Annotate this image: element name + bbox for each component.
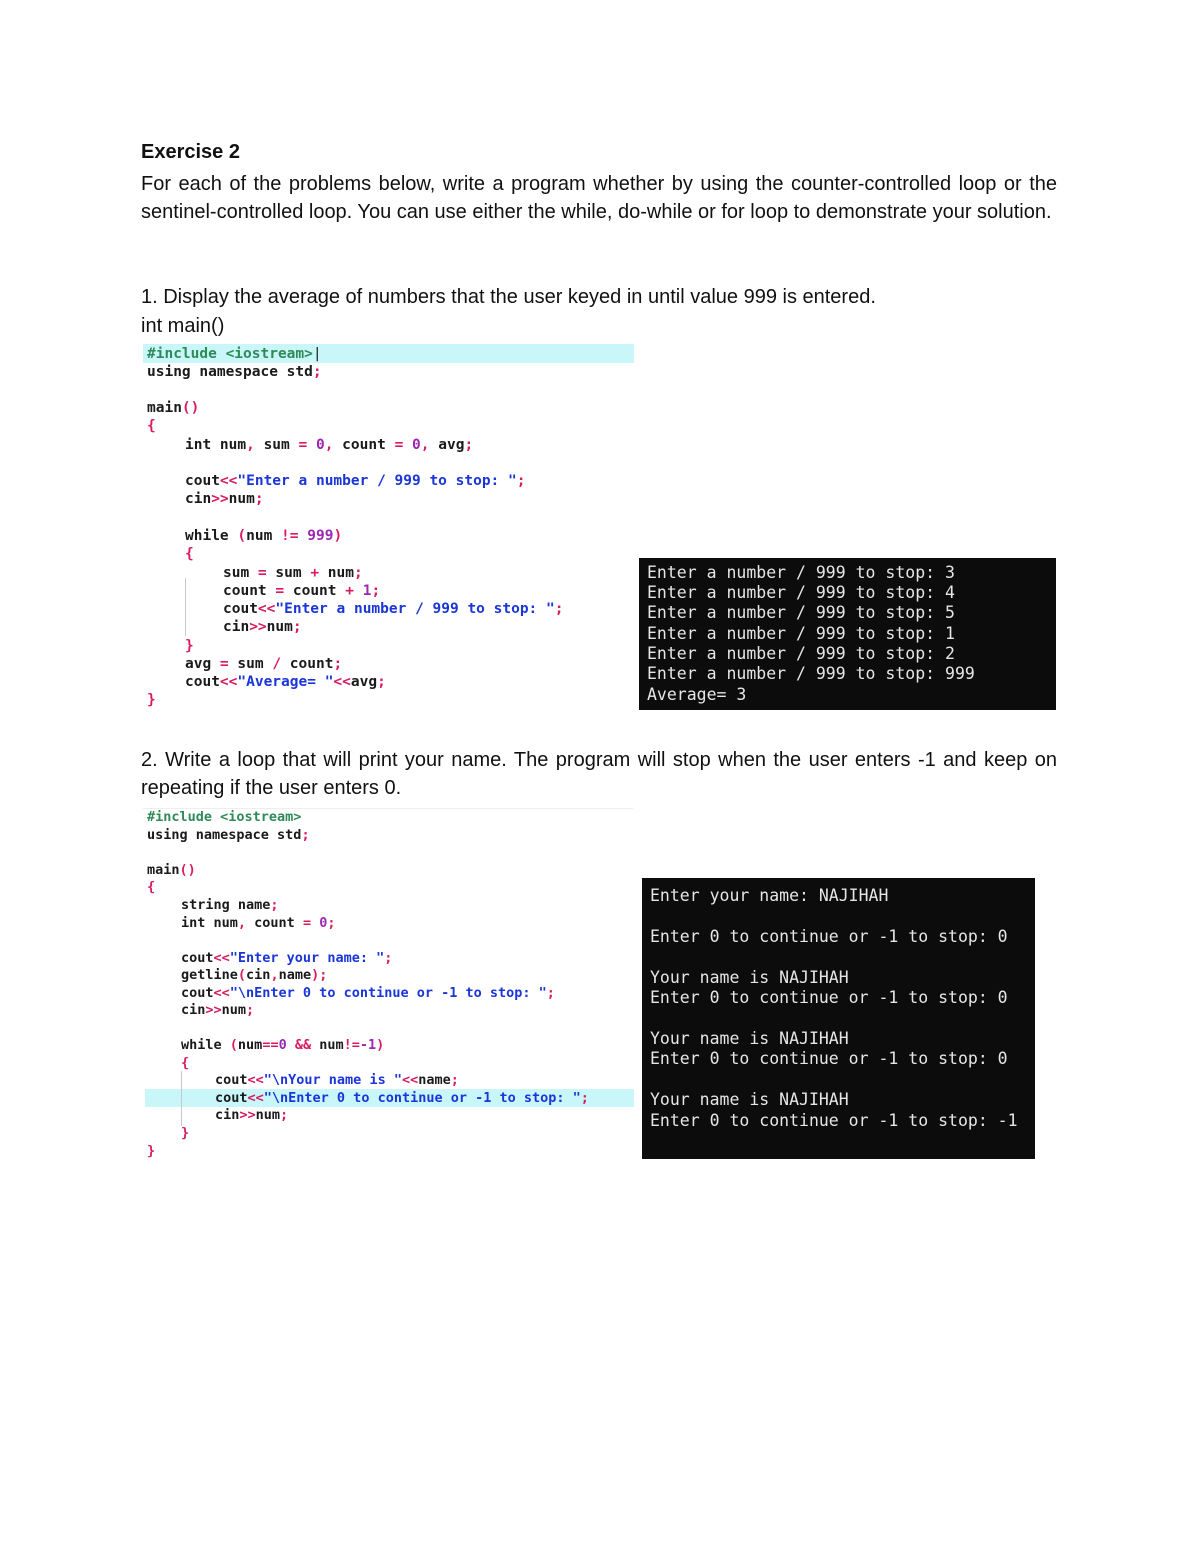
code-line: sum = sum + num;	[223, 565, 363, 581]
console-line: Enter a number / 999 to stop: 5	[647, 603, 955, 622]
console-line: Enter 0 to continue or -1 to stop: 0	[650, 988, 1008, 1007]
code-line: cin>>num;	[215, 1107, 289, 1123]
problem1-code-screenshot	[147, 344, 637, 714]
code-line: main()	[147, 400, 200, 416]
console-line: Enter a number / 999 to stop: 4	[647, 583, 955, 602]
console-line: Enter your name: NAJIHAH	[650, 886, 889, 905]
code-line: while (num != 999)	[185, 528, 343, 544]
code-line: {	[185, 546, 194, 562]
console-line: Enter a number / 999 to stop: 999	[647, 664, 975, 683]
code-line: cin>>num;	[185, 491, 264, 507]
code-line: cout<<"Enter a number / 999 to stop: ";	[185, 473, 526, 489]
problem1-statement: 1. Display the average of numbers that the user keyed in until value 999 is entered.	[141, 286, 876, 308]
code-line: cout<<"Enter a number / 999 to stop: ";	[223, 601, 564, 617]
code-line: }	[147, 692, 156, 708]
code-line: }	[181, 1125, 190, 1141]
indent-guide	[181, 1071, 182, 1126]
code-line: count = count + 1;	[223, 583, 381, 599]
console-line: Your name is NAJIHAH	[650, 968, 849, 987]
code-line: using namespace std;	[147, 827, 310, 843]
code-line: #include <iostream>|	[147, 346, 322, 362]
console-line: Your name is NAJIHAH	[650, 1090, 849, 1109]
problem1-console-output	[639, 558, 1056, 710]
console-line: Enter 0 to continue or -1 to stop: 0	[650, 927, 1008, 946]
code-line: cout<<"Average= "<<avg;	[185, 674, 386, 690]
code-line: cout<<"\nYour name is "<<name;	[215, 1072, 459, 1088]
console-line: Enter a number / 999 to stop: 1	[647, 624, 955, 643]
code-line: cin>>num;	[223, 619, 302, 635]
code-line: cout<<"\nEnter 0 to continue or -1 to stop: ";	[215, 1090, 589, 1106]
code-line: {	[147, 879, 156, 895]
code-line: #include <iostream>	[147, 809, 302, 825]
code-line: getline(cin,name);	[181, 967, 328, 983]
code-line: cout<<"\nEnter 0 to continue or -1 to stop: ";	[181, 985, 555, 1001]
console-line: Your name is NAJIHAH	[650, 1029, 849, 1048]
code-line: int num, count = 0;	[181, 915, 336, 931]
console-line: Enter 0 to continue or -1 to stop: 0	[650, 1049, 1008, 1068]
code-line: }	[185, 638, 194, 654]
problem2-console-output	[642, 878, 1035, 1159]
code-line: cout<<"Enter your name: ";	[181, 950, 393, 966]
exercise-heading: Exercise 2	[141, 141, 240, 163]
code-line: {	[147, 418, 156, 434]
code-line: avg = sum / count;	[185, 656, 343, 672]
code-line: }	[147, 1143, 156, 1159]
code-line: string name;	[181, 897, 279, 913]
console-line: Enter a number / 999 to stop: 2	[647, 644, 955, 663]
code-line: main()	[147, 862, 196, 878]
problem1-subheading: int main()	[141, 315, 225, 337]
console-line: Average= 3	[647, 685, 747, 704]
indent-guide	[185, 578, 186, 636]
code-line: {	[181, 1055, 190, 1071]
code-line: while (num==0 && num!=-1)	[181, 1037, 385, 1053]
problem2-code-screenshot	[147, 808, 637, 1163]
code-line: cin>>num;	[181, 1002, 255, 1018]
code-line: int num, sum = 0, count = 0, avg;	[185, 437, 474, 453]
console-line: Enter 0 to continue or -1 to stop: -1	[650, 1111, 1018, 1130]
intro-paragraph: For each of the problems below, write a program whether by using the counter-controlled loop or the sentinel-controlled loop. You can use either the while, do-while or for loop to demonstrate your solution.	[141, 173, 1057, 223]
problem2-statement: 2. Write a loop that will print your name. The program will stop when the user enters -1 and keep on repeating if the user enters 0.	[141, 749, 1057, 799]
code-line: using namespace std;	[147, 364, 322, 380]
console-line: Enter a number / 999 to stop: 3	[647, 563, 955, 582]
